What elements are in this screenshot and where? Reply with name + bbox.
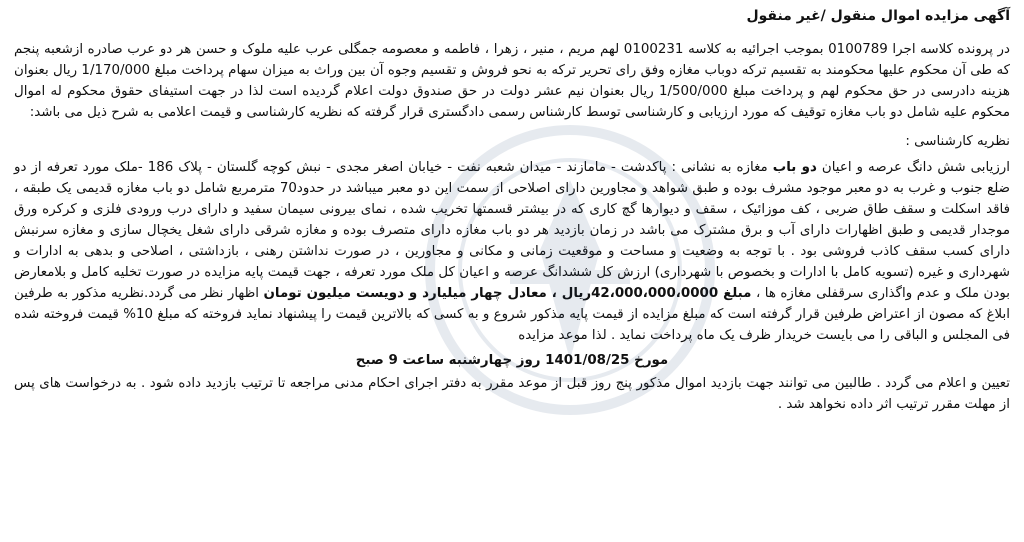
closing-paragraph: تعیین و اعلام می گردد . طالبین می توانند جهت بازدید اموال مذکور پنج روز قبل از موعد مقرر به دفتر اجرای احکام مدنی مراجعه تا ترتیب بازدید داده شود . به درخواست های پس از مهلت مقرر ترتیب اثر داده نخواهد شد . (14, 376, 1010, 412)
expert-opinion-heading: نظریه کارشناسی : (905, 134, 1010, 149)
expert-bold-text: دو باب (772, 160, 817, 175)
expert-pre-text: ارزیابی شش دانگ عرصه و اعیان (821, 160, 1010, 175)
notice-title: آگهی مزایده اموال منقول /غیر منقول (746, 8, 1010, 24)
intro-paragraph: در پرونده کلاسه اجرا 0100789 بموجب اجرائیه به کلاسه 0100231 لهم مریم ، منیر ، زهرا ، فاطمه و معصومه جمگلی عرب علیه ملوک و حسن هر دو عرب صادره ازشعبه پنجم که طی آن محکوم علیها محکومند به تقسیم ترکه دوباب مغازه وفق رای تحریر ترکه به نحو فروش و تقسیم وجوه آن بین وراث به میزان سهام پرداخت مبلغ 1/170/000 ریال بعنوان هزینه دادرسی در حق محکوم لهم و پرداخت مبلغ 1/500/000 ریال بعنوان نیم عشر دولت در حق صندوق دولت اعلام گردیده است لذا در جهت استیفای حقوق محکوم له اموال محکوم علیه شامل دو باب مغازه توقیف که مورد ارزیابی و کارشناسی توسط کارشناس رسمی دادگستری قرار گرفته که نظریه کارشناسی و قیمت اعلامی به شرح ذیل می باشد: (14, 42, 1010, 120)
expert-body-text: مغازه به نشانی : پاکدشت - مامازند - میدان شعبه نفت - خیابان اصغر مجدی - نبش کوچه گلستان - پلاک 186 -ملک مورد تعرفه از دو ضلع جنوب و غرب به دو معبر موجود مشرف بوده و طبق شواهد و مجاورین دارای اصلاحی از سمت این دو معبر میباشد در حدود70 مترمربع شامل دو باب مغازه قدیمی یک طبقه ، فاقد اسکلت و سقف طاق ضربی ، کف موزائیک ، سقف و دیوارها گچ کاری که در بیشتر قسمتها تخریب شده ، نمای بیرونی سیمان سفید و دارای درب ورودی فلزی و کرکره ورق موجدار قدیمی و طبق اظهارات دارای آب و برق مشترک می باشد در زمان بازدید هر دو باب مغازه دارای متصرف بوده و مغازه شرقی دارای شغل یخچال سازی و مغازه سرنبش دارای کسب سقف کاذب فروشی بود . با توجه به وضعیت و مساحت و موقعیت زمانی و مکانی و مجاورین ، در صورت نداشتن رهنی ، بازداشتی ، اصلاحی و بدهی به ادارات و شهرداری و غیره (تسویه کامل با ادارات و بخصوص با شهرداری) ارزش کل ششدانگ عرصه و اعیان کل ملک مورد تعرفه ، جهت قیمت پایه مزایده در صورت تخلیه کامل و بلامعارض بودن ملک و عدم واگذاری سرقفلی مغازه ها ، (14, 160, 1010, 301)
auction-date-line: مورخ 1401/08/25 روز چهارشنبه ساعت 9 صبح (355, 353, 669, 368)
expert-post-text: اظهار نظر می گردد.نظریه مذکور به طرفین ابلاغ که مصون از اعتراض طرفین قرار گرفته است که مبلغ مزایده از قیمت پایه مذکور شروع و به کسی که بالاترین قیمت را پیشنهاد نماید فروخته که مبلغ 10% قیمت فروخته شده فی المجلس و الباقی را می بایست خریدار ظرف یک ماه پرداخت نماید . لذا موعد مزایده (14, 286, 1010, 343)
expert-price-text: مبلغ 42،000،000،0000ریال ، معادل چهار میلیارد و دویست میلیون تومان (263, 286, 752, 301)
expert-opinion-paragraph (14, 157, 1010, 346)
